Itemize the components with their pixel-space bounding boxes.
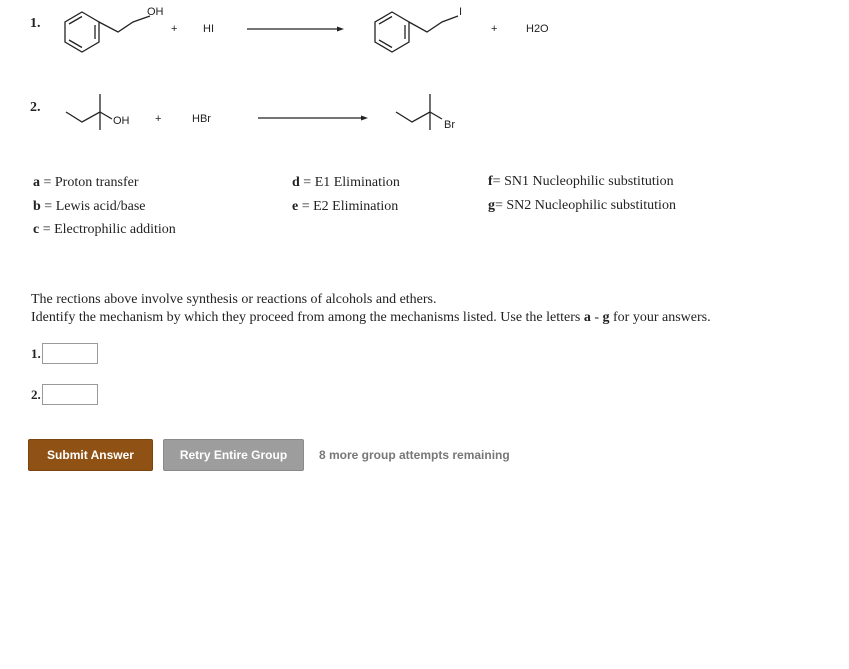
mechanism-text: = SN2 Nucleophilic substitution: [495, 198, 676, 213]
mechanism-text: = Lewis acid/base: [40, 199, 146, 214]
reaction-1-number: 1.: [30, 16, 41, 31]
instructions-text-end: for your answers.: [609, 310, 711, 325]
mechanism-letter: c: [33, 222, 40, 237]
mechanism-text: = Electrophilic addition: [39, 222, 176, 237]
mechanism-text: = E2 Elimination: [298, 199, 399, 214]
mechanism-f: [488, 174, 674, 190]
mechanism-letter: e: [292, 199, 299, 214]
mechanism-text: = SN1 Nucleophilic substitution: [492, 174, 674, 189]
mechanism-letter: b: [33, 199, 41, 214]
reaction-1-byproduct: H2O: [526, 23, 549, 35]
mechanism-text: = E1 Elimination: [299, 175, 400, 190]
mechanism-c: [33, 222, 176, 238]
answer-1-input[interactable]: [42, 343, 98, 364]
instructions-line-2: [31, 310, 711, 326]
mechanism-b: [33, 199, 146, 215]
submit-answer-button[interactable]: Submit Answer: [28, 439, 153, 471]
answer-2-label: 2.: [31, 387, 41, 402]
mechanism-letter: a: [33, 175, 40, 190]
reaction-2-reagent: HBr: [192, 113, 211, 125]
answer-1-label: 1.: [31, 346, 41, 361]
reaction-2-number: 2.: [30, 100, 41, 115]
mechanism-letter: g: [488, 198, 495, 213]
reaction-1-reagent: HI: [203, 23, 214, 35]
mechanism-d: [292, 175, 400, 191]
retry-entire-group-button[interactable]: Retry Entire Group: [163, 439, 304, 471]
mechanism-letter: f: [488, 174, 493, 189]
reaction-1-plus-2: +: [491, 23, 498, 35]
instructions-text: Identify the mechanism by which they proceed from among the mechanisms listed. Use the letters: [31, 310, 584, 325]
reaction-2-product-br: Br: [444, 119, 455, 131]
reaction-1-plus-1: +: [171, 23, 178, 35]
instructions-letter-from: a: [583, 310, 591, 325]
instructions-dash: -: [590, 310, 603, 325]
mechanism-g: [488, 198, 676, 214]
instructions-letter-to: g: [602, 310, 610, 325]
instructions-line-1: The rections above involve synthesis or reactions of alcohols and ethers.: [31, 292, 437, 307]
reaction-2-plus-1: +: [155, 113, 162, 125]
reaction-2-reactant-oh: OH: [113, 115, 130, 127]
reaction-1-reactant-oh: OH: [147, 6, 164, 18]
attempts-remaining-text: 8 more group attempts remaining: [319, 448, 510, 462]
answer-2-input[interactable]: [42, 384, 98, 405]
mechanism-a: [33, 175, 139, 191]
mechanism-text: = Proton transfer: [40, 175, 139, 190]
mechanism-e: [292, 199, 398, 215]
reaction-1-product-i: I: [459, 6, 463, 18]
mechanism-letter: d: [292, 175, 300, 190]
